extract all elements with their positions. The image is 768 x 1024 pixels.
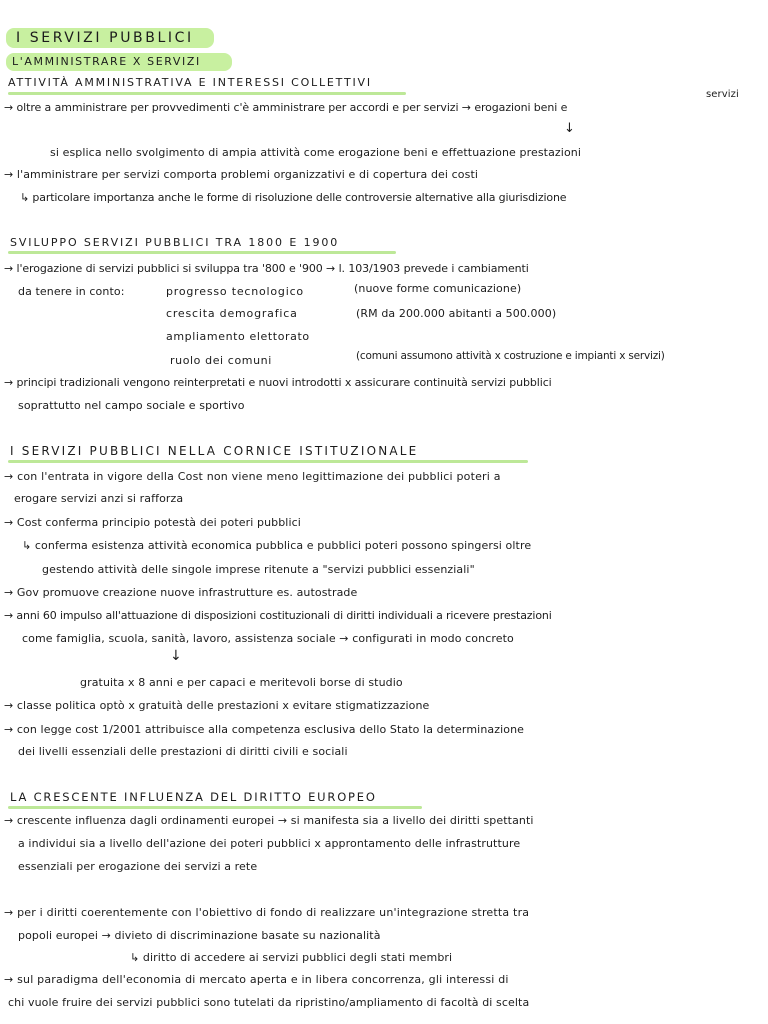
section-underline — [8, 251, 396, 254]
down-arrow: ↓ — [564, 121, 575, 136]
section-heading-institutional: I SERVIZI PUBBLICI NELLA CORNICE ISTITUZIONALE — [10, 444, 419, 458]
section-underline — [8, 92, 406, 95]
note-line: → Cost conferma principio potestà dei poteri pubblici — [4, 516, 301, 529]
note-line: ↳ particolare importanza anche le forme di risoluzione delle controversie alternative alla giurisdizione — [20, 191, 567, 204]
note-line: popoli europei → divieto di discriminazione basate su nazionalità — [18, 929, 381, 942]
subtitle: L'AMMINISTRARE X SERVIZI — [12, 55, 201, 68]
note-line: → principi tradizionali vengono reinterpretati e nuovi introdotti x assicurare continuità servizi pubblici — [4, 376, 552, 389]
section-underline — [8, 806, 422, 809]
note-line: erogare servizi anzi si rafforza — [14, 492, 184, 505]
note-line: crescita demografica — [166, 307, 298, 320]
note-line: gratuita x 8 anni e per capaci e meritevoli borse di studio — [80, 676, 403, 689]
note-line: → anni 60 impulso all'attuazione di disposizioni costituzionali di diritti individuali a ricevere prestazioni — [4, 609, 552, 622]
note-line: (nuove forme comunicazione) — [354, 282, 522, 295]
section-heading-development: SVILUPPO SERVIZI PUBBLICI TRA 1800 E 1900 — [10, 236, 340, 249]
note-line: → crescente influenza dagli ordinamenti europei → si manifesta sia a livello dei diritti spettanti — [4, 814, 534, 827]
page-title: I SERVIZI PUBBLICI — [16, 30, 194, 46]
note-line: → oltre a amministrare per provvedimenti c'è amministrare per accordi e per servizi → erogazioni beni e — [4, 101, 568, 114]
note-line: → l'amministrare per servizi comporta problemi organizzativi e di copertura dei costi — [4, 168, 479, 181]
note-line: ampliamento elettorato — [166, 330, 310, 343]
note-line: da tenere in conto: — [18, 285, 125, 298]
section-heading-activity: ATTIVITÀ AMMINISTRATIVA E INTERESSI COLLETTIVI — [8, 76, 372, 89]
note-label-servizi: servizi — [706, 89, 739, 100]
note-line: essenziali per erogazione dei servizi a rete — [18, 860, 258, 873]
note-line: progresso tecnologico — [166, 285, 304, 298]
note-line: ↳ conferma esistenza attività economica pubblica e pubblici poteri possono spingersi oltre — [22, 539, 532, 552]
note-line: ruolo dei comuni — [170, 354, 272, 367]
note-line: si esplica nello svolgimento di ampia attività come erogazione beni e effettuazione prestazioni — [50, 146, 582, 159]
note-line: ↳ diritto di accedere ai servizi pubblici degli stati membri — [130, 951, 453, 964]
note-line: gestendo attività delle singole imprese ritenute a "servizi pubblici essenziali" — [42, 563, 475, 576]
note-line: → con l'entrata in vigore della Cost non viene meno legittimazione dei pubblici poteri a — [4, 470, 501, 483]
section-heading-european: LA CRESCENTE INFLUENZA DEL DIRITTO EUROPEO — [10, 790, 377, 804]
note-line: → classe politica optò x gratuità delle prestazioni x evitare stigmatizzazione — [4, 699, 430, 712]
note-line: come famiglia, scuola, sanità, lavoro, assistenza sociale → configurati in modo concreto — [22, 632, 514, 645]
note-line: → l'erogazione di servizi pubblici si sviluppa tra '800 e '900 → l. 103/1903 prevede i cambiamenti — [4, 262, 529, 275]
note-line: → sul paradigma dell'economia di mercato aperta e in libera concorrenza, gli interessi di — [4, 973, 509, 986]
note-line: chi vuole fruire dei servizi pubblici sono tutelati da ripristino/ampliamento di facoltà di scelta — [8, 996, 530, 1009]
note-line: → con legge cost 1/2001 attribuisce alla competenza esclusiva dello Stato la determinazione — [4, 723, 525, 736]
down-arrow: ↓ — [170, 648, 182, 664]
note-line: → Gov promuove creazione nuove infrastrutture es. autostrade — [4, 586, 358, 599]
note-line: soprattutto nel campo sociale e sportivo — [18, 399, 245, 412]
note-line: (comuni assumono attività x costruzione e impianti x servizi) — [356, 350, 665, 362]
note-line: → per i diritti coerentemente con l'obiettivo di fondo di realizzare un'integrazione stretta tra — [4, 906, 530, 919]
note-line: a individui sia a livello dell'azione dei poteri pubblici x approntamento delle infrastrutture — [18, 837, 521, 850]
note-line: (RM da 200.000 abitanti a 500.000) — [356, 307, 557, 320]
note-line: dei livelli essenziali delle prestazioni di diritti civili e sociali — [18, 745, 348, 758]
section-underline — [8, 460, 528, 463]
